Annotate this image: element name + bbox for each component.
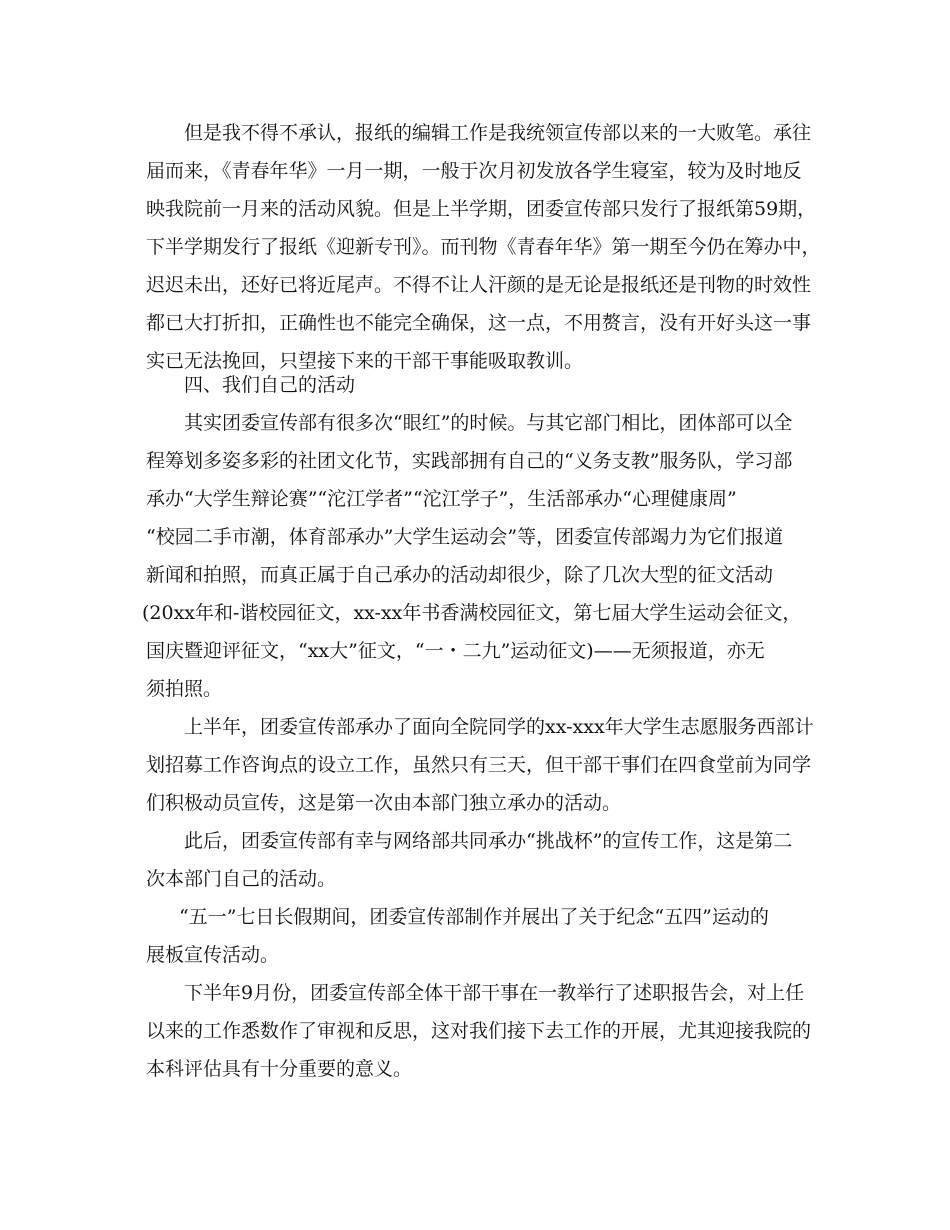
- paragraph-line: 下半年9月份，团委宣传部全体干部干事在一教举行了述职报告会，对上任: [184, 982, 805, 1004]
- paragraph-line: 但是我不得不承认，报纸的编辑工作是我统领宣传部以来的一大败笔。承往: [184, 122, 812, 144]
- section-heading: 四、我们自己的活动: [184, 374, 356, 396]
- paragraph-line: 实已无法挽回，只望接下来的干部干事能吸取教训。: [146, 350, 584, 372]
- paragraph-line: 新闻和拍照，而真正属于自己承办的活动却很少，除了几次大型的征文活动: [146, 564, 774, 586]
- paragraph-line: 都已大打折扣，正确性也不能完全确保，这一点，不用赘言，没有开好头这一事: [146, 312, 812, 334]
- paragraph-line: 国庆暨迎评征文，“xx大”征文，“一・二九”运动征文)——无须报道，亦无: [146, 640, 765, 662]
- paragraph-line: 承办“大学生辩论赛”“沱江学者”“沱江学子”，生活部承办“心理健康周”: [146, 488, 737, 510]
- paragraph-line: 本科评估具有十分重要的意义。: [146, 1058, 413, 1080]
- paragraph-line: 以来的工作悉数作了审视和反思，这对我们接下去工作的开展，尤其迎接我院的: [146, 1020, 812, 1042]
- paragraph-line: (20xx年和-谐校园征文，xx-xx年书香满校园征文，第七届大学生运动会征文，: [142, 602, 802, 624]
- paragraph-line: 届而来，《青春年华》一月一期，一般于次月初发放各学生寝室，较为及时地反: [146, 160, 802, 182]
- paragraph-line: 展板宣传活动。: [146, 944, 280, 966]
- paragraph-line: 划招募工作咨询点的设立工作，虽然只有三天，但干部干事们在四食堂前为同学: [146, 754, 812, 776]
- paragraph-line: 下半学期发行了报纸《迎新专刊》。而刊物《青春年华》第一期至今仍在筹办中，: [146, 236, 821, 258]
- paragraph-line: “校园二手市潮，体育部承办”大学生运动会”等，团委宣传部竭力为它们报道: [146, 526, 784, 548]
- paragraph-line: 须拍照。: [146, 678, 223, 700]
- paragraph-line: 迟迟未出，还好已将近尾声。不得不让人汗颜的是无论是报纸还是刊物的时效性: [146, 274, 812, 296]
- paragraph-line: 们积极动员宣传，这是第一次由本部门独立承办的活动。: [146, 792, 622, 814]
- paragraph-line: 程筹划多姿多彩的社团文化节，实践部拥有自己的“义务支教”服务队，学习部: [146, 450, 793, 472]
- paragraph-line: 上半年，团委宣传部承办了面向全院同学的xx-xxx年大学生志愿服务西部计: [184, 716, 814, 738]
- paragraph-line: 映我院前一月来的活动风貌。但是上半学期，团委宣传部只发行了报纸第59期，: [146, 198, 817, 220]
- paragraph-line: 其实团委宣传部有很多次“眼红”的时候。与其它部门相比，团体部可以全: [184, 412, 793, 434]
- paragraph-line: 次本部门自己的活动。: [146, 868, 337, 890]
- paragraph-line: “五一”七日长假期间，团委宣传部制作并展出了关于纪念“五四”运动的: [179, 906, 769, 928]
- paragraph-line: 此后，团委宣传部有幸与网络部共同承办“挑战杯”的宣传工作，这是第二: [184, 830, 793, 852]
